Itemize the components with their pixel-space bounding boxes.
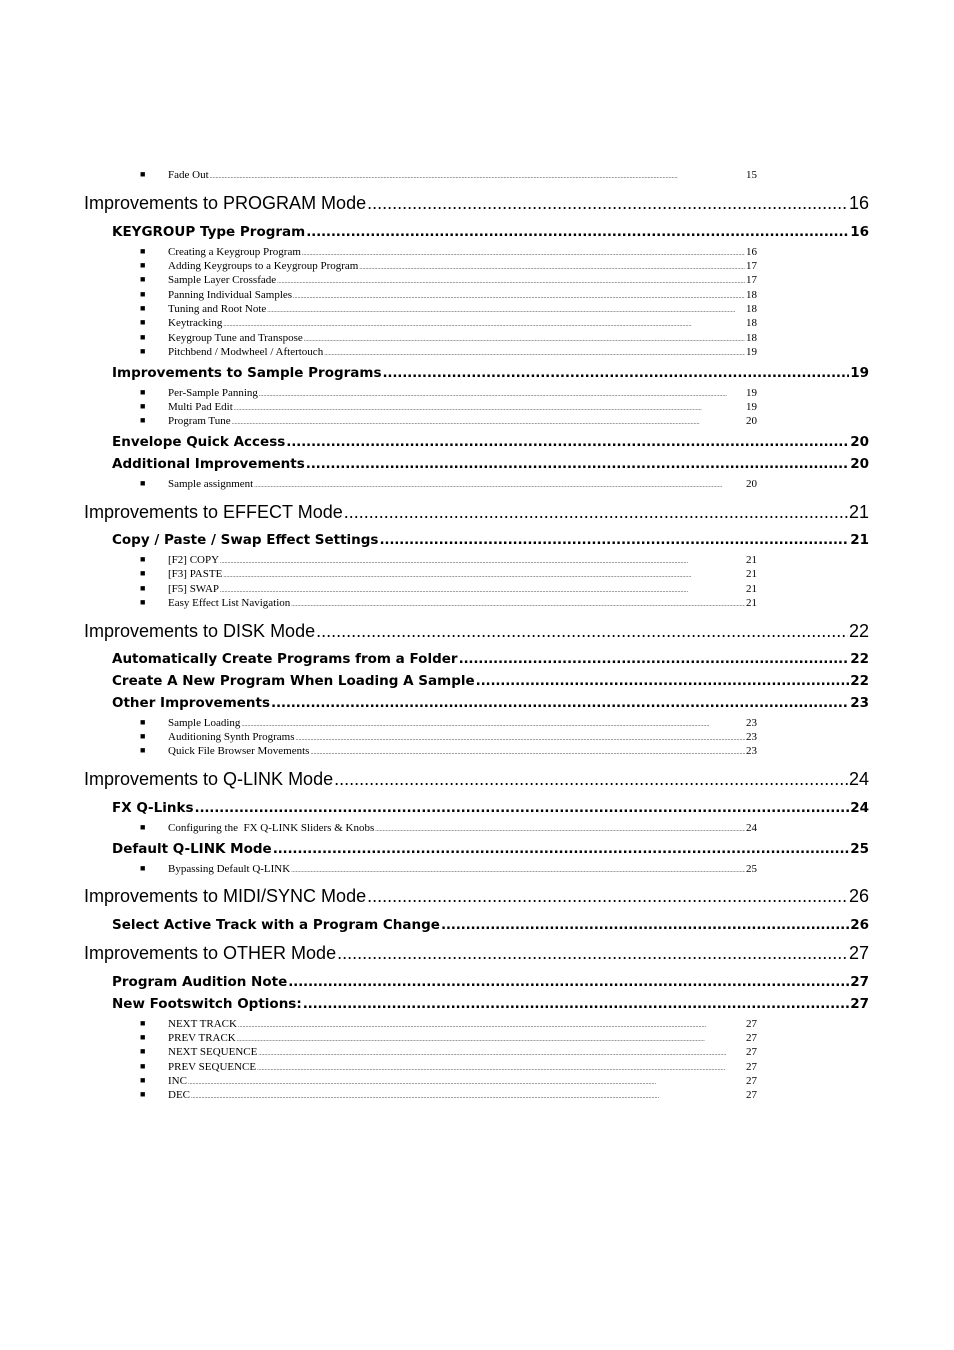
toc-entry-page: 24 — [746, 822, 757, 834]
toc-section-page: 22 — [850, 673, 869, 689]
toc-entry-title: Keytracking — [168, 317, 223, 329]
dot-leader — [383, 365, 850, 381]
toc-section-other-improvements[interactable] — [112, 695, 869, 713]
toc-entry-page: 20 — [746, 478, 757, 490]
toc-heading-program-mode[interactable] — [84, 193, 869, 215]
dot-leader — [476, 673, 850, 689]
toc-section-select-active-track[interactable] — [112, 917, 869, 935]
toc-heading-title: Improvements to Q-LINK Mode — [84, 769, 334, 789]
toc-entry[interactable] — [140, 260, 757, 274]
toc-entry-page: 19 — [746, 387, 757, 399]
toc-heading-title: Improvements to MIDI/SYNC Mode — [84, 886, 367, 906]
bullet-icon: ■ — [140, 401, 146, 411]
toc-heading-page: 27 — [848, 943, 869, 963]
dot-leader — [288, 974, 849, 990]
toc-entry-page: 27 — [746, 1089, 757, 1101]
toc-entry-page: 21 — [746, 554, 757, 566]
toc-entry-title: Program Tune — [168, 415, 231, 427]
toc-entry-title: Multi Pad Edit — [168, 401, 233, 413]
toc-entry-page: 17 — [746, 274, 757, 286]
bullet-icon: ■ — [140, 415, 146, 425]
toc-entry[interactable] — [140, 346, 757, 360]
dot-leader — [375, 827, 745, 833]
dot-leader — [254, 483, 745, 489]
toc-section-page: 24 — [850, 800, 869, 816]
toc-entry-title: Sample Layer Crossfade — [168, 274, 277, 286]
toc-entry-title: Tuning and Root Note — [168, 303, 267, 315]
bullet-icon: ■ — [140, 745, 146, 755]
toc-section-title: Copy / Paste / Swap Effect Settings — [112, 532, 379, 548]
bullet-icon: ■ — [140, 387, 146, 397]
toc-section-page: 16 — [850, 224, 869, 240]
toc-section-sample-programs[interactable] — [112, 365, 869, 383]
dot-leader — [324, 351, 745, 357]
bullet-icon: ■ — [140, 717, 146, 727]
toc-heading-disk-mode[interactable] — [84, 621, 869, 643]
toc-entry[interactable] — [140, 1061, 757, 1075]
bullet-icon: ■ — [140, 583, 146, 593]
toc-section-title: Create A New Program When Loading A Sample — [112, 673, 475, 689]
toc-entry-title: Keygroup Tune and Transpose — [168, 332, 303, 344]
bullet-icon: ■ — [140, 568, 146, 578]
toc-section-page: 19 — [850, 365, 869, 381]
dot-leader — [291, 602, 745, 608]
dot-leader — [367, 193, 848, 214]
toc-entry-page: 27 — [746, 1018, 757, 1030]
toc-entry-title: INC — [168, 1075, 187, 1087]
dot-leader — [273, 841, 850, 857]
toc-heading-effect-mode[interactable] — [84, 502, 869, 524]
bullet-icon: ■ — [140, 1089, 146, 1099]
dot-leader — [459, 651, 850, 667]
toc-entry-title: Pitchbend / Modwheel / Aftertouch — [168, 346, 324, 358]
toc-entry[interactable] — [140, 1046, 757, 1060]
dot-leader — [232, 420, 745, 426]
toc-entry-page: 17 — [746, 260, 757, 272]
toc-section-create-new-program[interactable] — [112, 673, 869, 691]
bullet-icon: ■ — [140, 822, 146, 832]
toc-section-title: Default Q-LINK Mode — [112, 841, 272, 857]
dot-leader — [188, 1080, 745, 1086]
dot-leader — [296, 736, 745, 742]
toc-section-title: FX Q-Links — [112, 800, 194, 816]
dot-leader — [303, 996, 849, 1012]
bullet-icon: ■ — [140, 863, 146, 873]
toc-entry-title: Auditioning Synth Programs — [168, 731, 295, 743]
toc-entry[interactable] — [140, 1089, 757, 1103]
toc-entry-title: Quick File Browser Movements — [168, 745, 310, 757]
dot-leader — [441, 917, 849, 933]
dot-leader — [337, 943, 848, 964]
toc-section-page: 27 — [850, 974, 869, 990]
toc-entry-page: 27 — [746, 1046, 757, 1058]
toc-heading-title: Improvements to OTHER Mode — [84, 943, 337, 963]
dot-leader — [238, 1023, 745, 1029]
toc-entry-title: Bypassing Default Q-LINK — [168, 863, 291, 875]
toc-entry-page: 27 — [746, 1032, 757, 1044]
bullet-icon: ■ — [140, 1061, 146, 1071]
dot-leader — [271, 695, 849, 711]
toc-entry[interactable] — [140, 731, 757, 745]
toc-entry[interactable] — [140, 274, 757, 288]
toc-entry-fade-out[interactable] — [140, 169, 757, 183]
toc-entry[interactable] — [140, 822, 757, 836]
dot-leader — [367, 886, 848, 907]
toc-entry-title: [F2] COPY — [168, 554, 220, 566]
toc-entry[interactable] — [140, 332, 757, 346]
toc-entry[interactable] — [140, 1032, 757, 1046]
toc-entry-title: Sample Loading — [168, 717, 241, 729]
dot-leader — [258, 1051, 745, 1057]
dot-leader — [191, 1094, 745, 1100]
bullet-icon: ■ — [140, 169, 146, 179]
bullet-icon: ■ — [140, 478, 146, 488]
toc-heading-title: Improvements to PROGRAM Mode — [84, 193, 367, 213]
dot-leader — [220, 559, 745, 565]
toc-entry-page: 21 — [746, 583, 757, 595]
toc-entry-title: DEC — [168, 1089, 190, 1101]
toc-entry-title: [F3] PASTE — [168, 568, 223, 580]
toc-section-title: KEYGROUP Type Program — [112, 224, 306, 240]
toc-section-title: New Footswitch Options: — [112, 996, 302, 1012]
dot-leader — [241, 722, 745, 728]
toc-entry-page: 21 — [746, 597, 757, 609]
toc-entry[interactable] — [140, 1075, 757, 1089]
bullet-icon: ■ — [140, 260, 146, 270]
dot-leader — [257, 1066, 745, 1072]
dot-leader — [310, 750, 745, 756]
toc-section-title: Improvements to Sample Programs — [112, 365, 382, 381]
toc-entry[interactable] — [140, 289, 757, 303]
bullet-icon: ■ — [140, 1018, 146, 1028]
dot-leader — [359, 265, 745, 271]
toc-section-fx-qlinks[interactable] — [112, 800, 869, 818]
bullet-icon: ■ — [140, 303, 146, 313]
toc-section-page: 23 — [850, 695, 869, 711]
dot-leader — [316, 621, 848, 642]
toc-section-title: Additional Improvements — [112, 456, 305, 472]
dot-leader — [210, 174, 745, 180]
toc-entry-page: 25 — [746, 863, 757, 875]
toc-entry-page: 27 — [746, 1075, 757, 1087]
toc-heading-page: 21 — [848, 502, 869, 522]
toc-heading-qlink-mode[interactable] — [84, 769, 869, 791]
toc-entry[interactable] — [140, 745, 757, 759]
toc-section-page: 25 — [850, 841, 869, 857]
toc-heading-other-mode[interactable] — [84, 943, 869, 965]
toc-entry-page: 19 — [746, 401, 757, 413]
dot-leader — [223, 322, 745, 328]
toc-section-title: Automatically Create Programs from a Folder — [112, 651, 458, 667]
toc-heading-midisync-mode[interactable] — [84, 886, 869, 908]
dot-leader — [220, 588, 745, 594]
toc-entry[interactable] — [140, 717, 757, 731]
toc-section-program-audition-note[interactable] — [112, 974, 869, 992]
dot-leader — [234, 406, 745, 412]
toc-section-page: 21 — [850, 532, 869, 548]
toc-section-auto-create-programs[interactable] — [112, 651, 869, 669]
toc-section-footswitch-options[interactable] — [112, 996, 869, 1014]
toc-entry[interactable] — [140, 597, 757, 611]
dot-leader — [302, 251, 745, 257]
dot-leader — [277, 279, 745, 285]
toc-entry[interactable] — [140, 246, 757, 260]
bullet-icon: ■ — [140, 1046, 146, 1056]
bullet-icon: ■ — [140, 731, 146, 741]
toc-section-title: Envelope Quick Access — [112, 434, 286, 450]
toc-entry-title: [F5] SWAP — [168, 583, 220, 595]
toc-heading-page: 26 — [848, 886, 869, 906]
toc-section-page: 20 — [850, 456, 869, 472]
dot-leader — [195, 800, 850, 816]
toc-entry-page: 18 — [746, 332, 757, 344]
toc-entry-title: Creating a Keygroup Program — [168, 246, 301, 258]
dot-leader — [306, 224, 849, 240]
toc-entry[interactable] — [140, 568, 757, 582]
dot-leader — [293, 294, 745, 300]
bullet-icon: ■ — [140, 554, 146, 564]
toc-heading-page: 22 — [848, 621, 869, 641]
toc-heading-page: 24 — [848, 769, 869, 789]
dot-leader — [304, 337, 745, 343]
toc-entry-page: 27 — [746, 1061, 757, 1073]
toc-section-page: 27 — [850, 996, 869, 1012]
dot-leader — [291, 868, 745, 874]
bullet-icon: ■ — [140, 317, 146, 327]
toc-section-page: 26 — [850, 917, 869, 933]
toc-entry[interactable] — [140, 1018, 757, 1032]
toc-section-title: Program Audition Note — [112, 974, 288, 990]
toc-entry-page: 23 — [746, 717, 757, 729]
toc-section-title: Select Active Track with a Program Change — [112, 917, 440, 933]
toc-entry-title: Panning Individual Samples — [168, 289, 293, 301]
toc-entry[interactable] — [140, 554, 757, 568]
toc-entry[interactable] — [140, 317, 757, 331]
toc-section-keygroup-type-program[interactable] — [112, 224, 869, 242]
toc-entry-page: 18 — [746, 303, 757, 315]
dot-leader — [259, 392, 745, 398]
toc-entry-title: Adding Keygroups to a Keygroup Program — [168, 260, 359, 272]
toc-entry-page: 16 — [746, 246, 757, 258]
toc-section-envelope-quick-access[interactable] — [112, 434, 869, 452]
toc-entry-title: Fade Out — [168, 169, 209, 181]
toc-entry-page: 18 — [746, 289, 757, 301]
toc-entry-title: PREV SEQUENCE — [168, 1061, 257, 1073]
toc-entry-page: 15 — [746, 169, 757, 181]
toc-entry-page: 23 — [746, 731, 757, 743]
toc-entry[interactable] — [140, 303, 757, 317]
bullet-icon: ■ — [140, 1075, 146, 1085]
toc-entry-page: 20 — [746, 415, 757, 427]
bullet-icon: ■ — [140, 332, 146, 342]
toc-entry-page: 21 — [746, 568, 757, 580]
toc-entry-title: Configuring the FX Q-LINK Sliders & Knobs — [168, 822, 375, 834]
bullet-icon: ■ — [140, 346, 146, 356]
dot-leader — [344, 502, 848, 523]
bullet-icon: ■ — [140, 1032, 146, 1042]
toc-entry-title: Sample assignment — [168, 478, 254, 490]
toc-entry-title: Easy Effect List Navigation — [168, 597, 291, 609]
dot-leader — [334, 769, 848, 790]
bullet-icon: ■ — [140, 289, 146, 299]
toc-heading-title: Improvements to DISK Mode — [84, 621, 316, 641]
toc-section-default-qlink-mode[interactable] — [112, 841, 869, 859]
bullet-icon: ■ — [140, 246, 146, 256]
dot-leader — [306, 456, 849, 472]
dot-leader — [267, 308, 745, 314]
dot-leader — [379, 532, 849, 548]
bullet-icon: ■ — [140, 597, 146, 607]
toc-section-page: 22 — [850, 651, 869, 667]
toc-entry-title: PREV TRACK — [168, 1032, 236, 1044]
bullet-icon: ■ — [140, 274, 146, 284]
toc-entry[interactable] — [140, 478, 757, 492]
toc-section-page: 20 — [850, 434, 869, 450]
toc-entry-title: NEXT SEQUENCE — [168, 1046, 258, 1058]
toc-heading-page: 16 — [848, 193, 869, 213]
toc-section-copy-paste-swap[interactable] — [112, 532, 869, 550]
toc-section-title: Other Improvements — [112, 695, 271, 711]
dot-leader — [286, 434, 849, 450]
dot-leader — [237, 1037, 745, 1043]
toc-entry[interactable] — [140, 863, 757, 877]
toc-entry[interactable] — [140, 401, 757, 415]
toc-entry[interactable] — [140, 387, 757, 401]
toc-heading-title: Improvements to EFFECT Mode — [84, 502, 343, 522]
toc-entry-title: NEXT TRACK — [168, 1018, 237, 1030]
toc-entry[interactable] — [140, 583, 757, 597]
toc-entry-title: Per-Sample Panning — [168, 387, 258, 399]
toc-entry-page: 19 — [746, 346, 757, 358]
toc-entry-page: 23 — [746, 745, 757, 757]
toc-entry-page: 18 — [746, 317, 757, 329]
toc-entry[interactable] — [140, 415, 757, 429]
toc-section-additional-improvements[interactable] — [112, 456, 869, 474]
dot-leader — [223, 573, 745, 579]
